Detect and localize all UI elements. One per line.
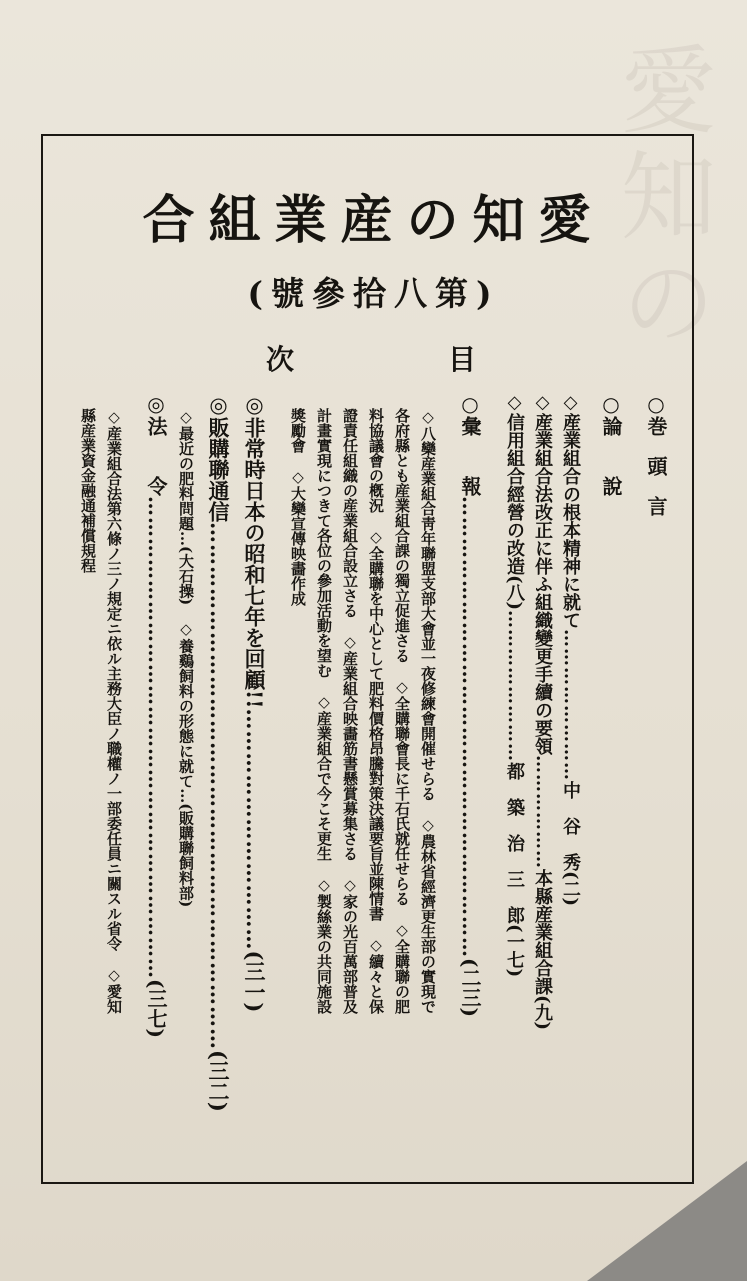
- toc-section-ronsetsu[interactable]: ○論 說: [599, 392, 623, 496]
- leader-dots: ………………: [532, 755, 553, 869]
- entry-title: ◎法 令: [144, 392, 168, 496]
- leader-dots: ……………………………………………………………: [144, 496, 168, 979]
- entry-title: ◇産業組合の根本精神に就て: [560, 392, 581, 629]
- entry-page: (三七): [144, 979, 168, 1038]
- show-through-text: 愛知の: [605, 40, 717, 358]
- news-line-4: 證責任組織の産業組合設立さる ◇産業組合映畵筋書懸賞募集さる ◇家の光百萬部普及: [341, 408, 359, 1014]
- hanbai-items: ◇最近の肥料問題…(大石操) ◇養鷄飼料の形態に就て…(販購聯飼料部): [177, 408, 195, 908]
- news-line-2: 各府縣とも産業組合課の獨立促進さる ◇全購聯會長に千石氏就任せらる ◇全購聯の肥: [393, 408, 411, 1014]
- toc-heading-moku: 目: [448, 343, 477, 376]
- leader-dots: …………………………………………………………: [458, 496, 482, 958]
- leader-dots: ………………………………………………………………: [206, 522, 231, 1050]
- news-line-5: 計畫實現につきて各位の參加活動を望む ◇産業組合で今こそ更生 ◇製絲業の共同施設: [315, 408, 333, 1014]
- entry-title: ◎非常時日本の昭和七年を回顧!!: [242, 392, 267, 709]
- entry-title: ◎販購聯通信: [206, 392, 231, 522]
- entry-author: 中 谷 秀: [560, 781, 581, 871]
- entry-author: 都 築 治 三 郎: [504, 762, 525, 925]
- magazine-title: 愛知の産業組合: [142, 190, 605, 251]
- toc-section-hourei[interactable]: [146, 392, 166, 1038]
- toc-section-ihou[interactable]: ○彙 報…………………………………………………………(二三): [458, 392, 482, 1017]
- toc-entry-special[interactable]: [244, 392, 265, 1012]
- hourei-line-2: 縣産業資金融通補償規程: [79, 408, 97, 573]
- entry-title: ◇産業組合法改正に伴ふ組織變更手續の要領: [532, 392, 553, 755]
- entry-page: (三一): [242, 950, 267, 1013]
- entry-author: 本縣産業組合課: [532, 869, 553, 995]
- news-line-1: ◇八欒産業組合靑年聯盟支部大會並一夜修練會開催せらる ◇農林省經濟更生部の實現で: [419, 408, 437, 1014]
- entry-page: (二三): [458, 958, 482, 1017]
- entry-page: (九): [532, 995, 553, 1031]
- toc-section-kantougen[interactable]: ○巻 頭 言: [644, 392, 668, 516]
- entry-title: ◇信用組合經營の改造(八): [504, 392, 525, 611]
- toc-entry-2[interactable]: [533, 392, 551, 1030]
- entry-page: (三二): [206, 1050, 231, 1112]
- entry-page: (二): [560, 871, 581, 907]
- issue-number: (第八拾參號): [247, 274, 500, 313]
- leader-dots: ……………………………: [242, 708, 267, 951]
- hourei-line-1: ◇産業組合法第六條ノ三ノ規定ニ依ル主務大臣ノ職權ノ一部委任員ニ關スル省令 ◇愛知: [105, 408, 123, 1014]
- toc-entry-1[interactable]: [561, 392, 579, 906]
- news-line-6: 獎勵會 ◇大欒宣傳映畵作成: [289, 408, 307, 606]
- toc-entry-3[interactable]: [505, 392, 523, 977]
- toc-section-hanbai[interactable]: [208, 392, 229, 1112]
- news-line-3: 料協議會の槪況 ◇全購聯を中心として肥料價格昂騰對策決議要旨並陳情書 ◇續々と保: [367, 408, 385, 1014]
- toc-heading-tsugi: 次: [266, 343, 295, 376]
- leader-dots: ……………………: [504, 610, 525, 763]
- entry-page: (一七): [504, 924, 525, 978]
- leader-dots: ……………………: [560, 629, 581, 781]
